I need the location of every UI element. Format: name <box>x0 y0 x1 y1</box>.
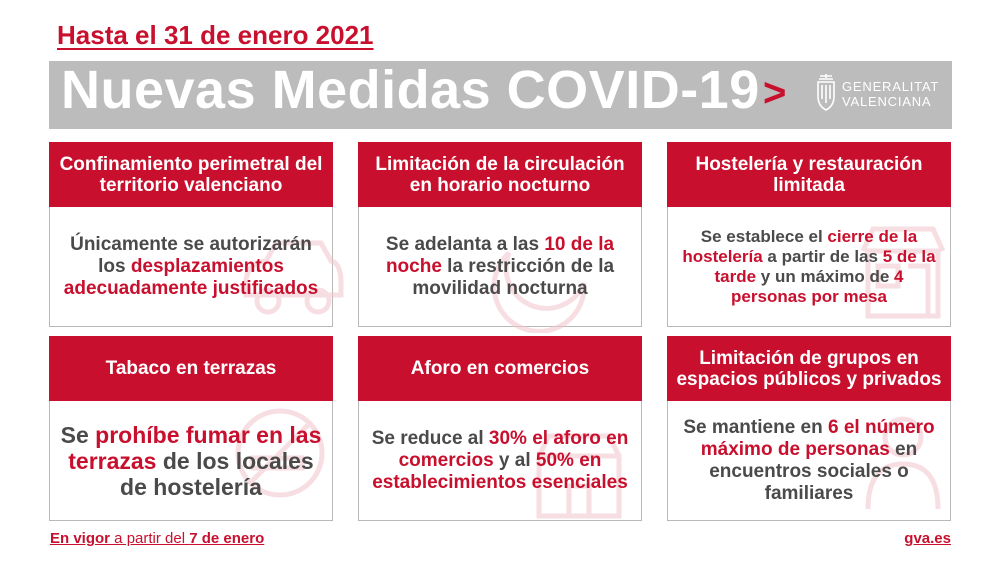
effective-connector: a partir del <box>110 530 190 547</box>
card-body <box>50 401 332 520</box>
card-body-text: Se reduce al <box>371 427 489 449</box>
title-banner <box>49 61 952 129</box>
card-body-highlight: 4 personas por mesa <box>731 266 904 306</box>
coat-of-arms-icon <box>815 73 837 113</box>
card-title: Aforo en comercios <box>358 336 642 401</box>
card-body-highlight: 6 el número máximo de personas <box>700 416 935 460</box>
card-body-text: y al <box>493 449 536 471</box>
card-body-highlight: desplazamientos adecuadamente justificados <box>63 255 319 299</box>
card-body-text: Únicamente se autorizarán los <box>70 233 312 277</box>
arrow-icon: > <box>763 71 787 115</box>
effective-date-value: 7 de enero <box>189 530 265 547</box>
card-body-text: Se establece el <box>700 226 828 246</box>
card-body-text: Se <box>60 421 96 448</box>
card-body-text: Se adelanta a las <box>385 233 545 255</box>
card-title: Limitación de grupos en espacios públicos y privados <box>667 336 951 401</box>
card-body-text: de los locales de hostelería <box>120 447 314 500</box>
page-title: Nuevas Medidas COVID-19 <box>61 60 760 120</box>
card-body-highlight: prohíbe fumar en las terrazas <box>68 421 322 474</box>
generalitat-logo <box>815 71 945 119</box>
card-body <box>668 207 950 326</box>
card-body-highlight: cierre de la hostelería <box>682 226 918 266</box>
measure-card-nocturno <box>358 142 642 327</box>
logo-line-1: GENERALITAT <box>842 79 940 94</box>
card-body-text: y un máximo de <box>756 266 895 286</box>
card-title: Limitación de la circulación en horario nocturno <box>358 142 642 207</box>
logo-line-2: VALENCIANA <box>842 94 932 109</box>
measure-card-aforo <box>358 336 642 521</box>
card-title: Confinamiento perimetral del territorio valenciano <box>49 142 333 207</box>
card-body-highlight: 50% en establecimientos esenciales <box>372 449 628 493</box>
measure-card-tabaco <box>49 336 333 521</box>
card-body <box>50 207 332 326</box>
card-body <box>359 401 641 520</box>
gva-website-link[interactable]: gva.es <box>904 530 951 547</box>
card-body-text: la restricción de la movilidad nocturna <box>412 255 615 299</box>
card-body <box>668 401 950 520</box>
card-body <box>359 207 641 326</box>
card-body-highlight: 5 de la tarde <box>714 246 936 286</box>
card-body-text: Se mantiene en <box>683 416 828 438</box>
card-body-text: a partir de las <box>762 246 883 266</box>
card-body-text: en encuentros sociales o familiares <box>709 438 918 504</box>
measure-card-hosteleria <box>667 142 951 327</box>
card-body-highlight: 30% el aforo en comercios <box>398 427 629 471</box>
card-title: Hostelería y restauración limitada <box>667 142 951 207</box>
card-body-highlight: 10 de la noche <box>385 233 615 277</box>
effective-date <box>50 530 264 547</box>
measure-card-grupos <box>667 336 951 521</box>
measure-card-perimetral <box>49 142 333 327</box>
effective-label: En vigor <box>50 530 111 547</box>
validity-date: Hasta el 31 de enero 2021 <box>57 20 374 50</box>
card-title: Tabaco en terrazas <box>49 336 333 401</box>
